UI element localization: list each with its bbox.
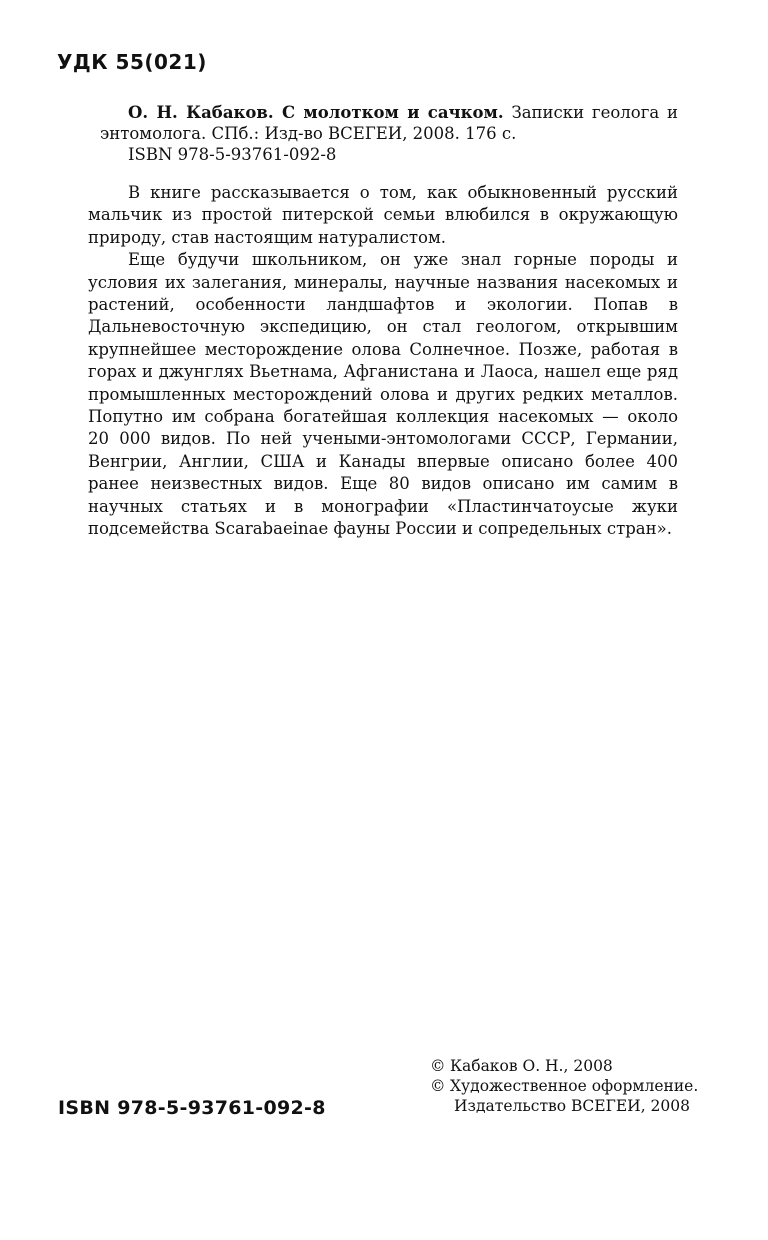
abstract-paragraph-2: Еще будучи школьником, он уже знал горные породы и условия их залегания, минералы, научные названия насекомых и растений, особенности ландшафтов и экологии. Попав в Дальневосточную экспедицию, он стал геологом, открывшим крупнейшее месторождение олова Солнечное. Позже, работая в горах и джунглях Вьетнама, Афганистана и Лаоса, нашел еще ряд промышленных месторождений олова и других редких металлов. Попутно им собрана богатейшая коллекция насекомых — около 20 000 видов. По ней учеными-энтомологами СССР, Германии, Венгрии, Англии, США и Канады впервые описано более 400 ранее неизвестных видов. Еще 80 видов описано им самим в научных статьях и в монографии «Пластинчатоусые жуки подсемейства Scarabaeinae фауны России и сопредельных стран». bbox=[88, 250, 678, 539]
abstract-paragraph-1: В книге рассказывается о том, как обыкновенный русский мальчик из простой питерской семьи влюбился в окружающую природу, став настоящим натуралистом. bbox=[88, 183, 678, 247]
copyright-line-3: Издательство ВСЕГЕИ, 2008 bbox=[454, 1097, 690, 1115]
copyright-design: Художественное оформление. bbox=[450, 1077, 699, 1095]
isbn-footer: ISBN 978-5-93761-092-8 bbox=[58, 1097, 326, 1119]
abstract bbox=[88, 182, 678, 541]
copyright-block bbox=[430, 1056, 750, 1116]
udk-code: УДК 55(021) bbox=[57, 50, 207, 74]
bibliographic-description bbox=[100, 102, 678, 144]
isbn-record: ISBN 978-5-93761-092-8 bbox=[128, 145, 337, 164]
publication-details: Записки геолога и энтомолога. СПб.: Изд-во ВСЕГЕИ, 2008. 176 с. bbox=[100, 103, 679, 143]
copyright-symbol-2: © bbox=[430, 1077, 446, 1095]
copyright-line-2 bbox=[430, 1076, 750, 1096]
copyright-line-1 bbox=[430, 1056, 750, 1076]
bibliographic-record bbox=[100, 102, 678, 165]
author-title: О. Н. Кабаков. С молотком и сачком. bbox=[128, 103, 504, 122]
copyright-author: Кабаков О. Н., 2008 bbox=[450, 1057, 613, 1075]
copyright-symbol: © bbox=[430, 1057, 446, 1075]
